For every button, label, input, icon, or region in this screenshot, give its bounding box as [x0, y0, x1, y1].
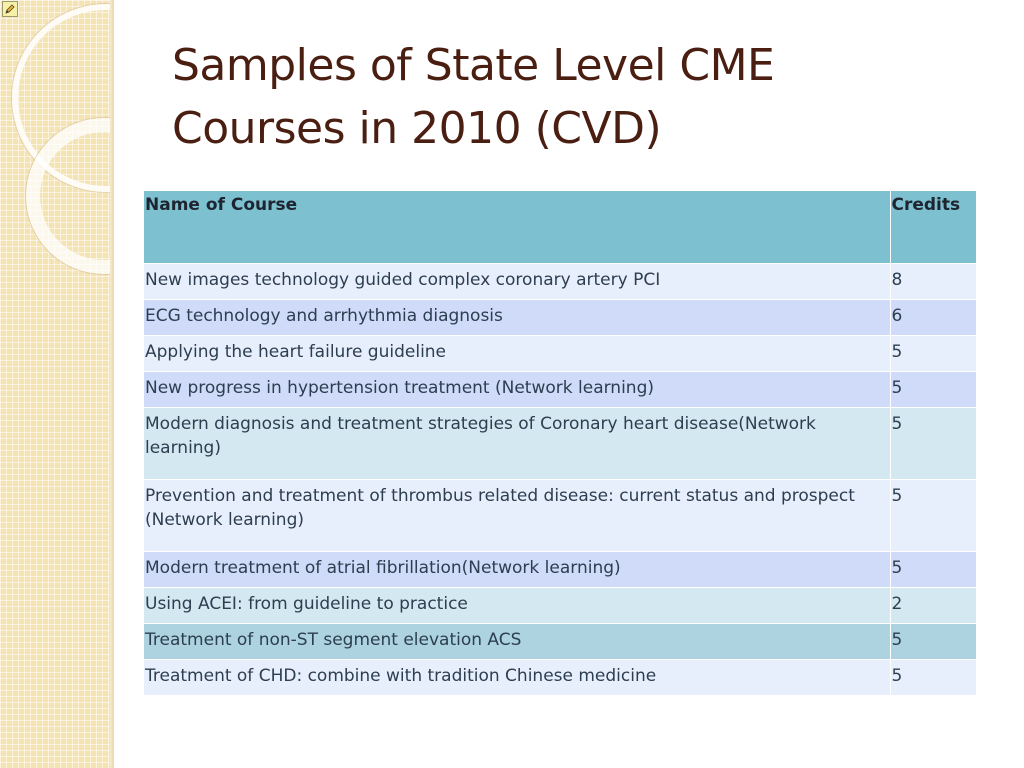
table-row: [144, 479, 976, 551]
table-row: [144, 407, 976, 479]
sidebar-edge: [110, 0, 114, 768]
course-name-cell: Applying the heart failure guideline: [144, 335, 890, 371]
table-row: [144, 659, 976, 695]
decorative-sidebar: [0, 0, 114, 768]
slide-title-line-1: Samples of State Level CME: [172, 40, 775, 91]
credits-cell: 5: [890, 623, 976, 659]
credits-cell: 8: [890, 263, 976, 299]
header-credits: Credits: [890, 191, 976, 263]
table-header-row: [144, 191, 976, 263]
course-name-cell: New progress in hypertension treatment (Network learning): [144, 371, 890, 407]
course-name-cell: Modern diagnosis and treatment strategies of Coronary heart disease(Network learning): [144, 407, 890, 479]
course-table: [144, 191, 976, 696]
course-name-cell: Treatment of non-ST segment elevation ACS: [144, 623, 890, 659]
course-name-cell: New images technology guided complex coronary artery PCI: [144, 263, 890, 299]
credits-cell: 5: [890, 335, 976, 371]
course-name-cell: Treatment of CHD: combine with tradition Chinese medicine: [144, 659, 890, 695]
credits-cell: 6: [890, 299, 976, 335]
table-row: [144, 299, 976, 335]
slide-title-line-2: Courses in 2010 (CVD): [172, 103, 662, 154]
course-name-cell: Prevention and treatment of thrombus related disease: current status and prospect (Network learning): [144, 479, 890, 551]
credits-cell: 5: [890, 479, 976, 551]
edit-pencil-icon[interactable]: [2, 1, 18, 17]
table-row: [144, 551, 976, 587]
credits-cell: 5: [890, 371, 976, 407]
credits-cell: 2: [890, 587, 976, 623]
course-table-container: [144, 191, 976, 696]
table-row: [144, 623, 976, 659]
table-row: [144, 587, 976, 623]
slide-title: [172, 34, 992, 160]
credits-cell: 5: [890, 551, 976, 587]
header-name-of-course: Name of Course: [144, 191, 890, 263]
table-row: [144, 263, 976, 299]
credits-cell: 5: [890, 659, 976, 695]
table-row: [144, 371, 976, 407]
course-name-cell: ECG technology and arrhythmia diagnosis: [144, 299, 890, 335]
course-name-cell: Using ACEI: from guideline to practice: [144, 587, 890, 623]
table-row: [144, 335, 976, 371]
credits-cell: 5: [890, 407, 976, 479]
course-name-cell: Modern treatment of atrial fibrillation(Network learning): [144, 551, 890, 587]
